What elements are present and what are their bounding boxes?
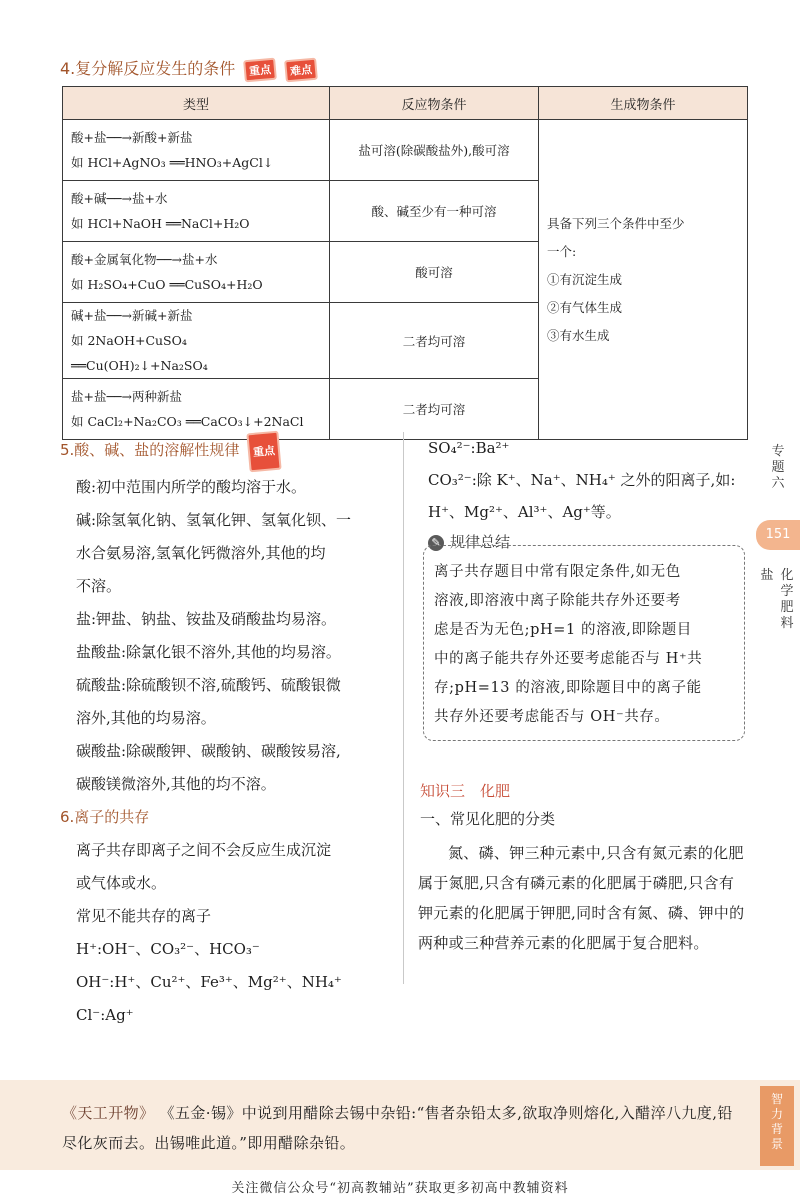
- reaction-example: 如 H₂SO₄+CuO ══CuSO₄+H₂O: [71, 277, 263, 292]
- header-product: 生成物条件: [539, 87, 748, 120]
- reaction-example: 如 CaCl₂+Na₂CO₃ ══CaCO₃↓+2NaCl: [71, 414, 304, 429]
- reaction-type: 酸+碱──→盐+水: [71, 191, 168, 206]
- product-line: 一个:: [547, 243, 577, 259]
- type-cell: [63, 242, 330, 303]
- header-type: 类型: [63, 87, 330, 120]
- page-number: 151: [756, 520, 800, 550]
- footer-note: 关注微信公众号“初高教辅站”获取更多初高中教辅资料: [231, 1181, 569, 1196]
- difficult-point-badge: 难点: [285, 58, 319, 83]
- product-line: ②有气体生成: [547, 299, 623, 315]
- table-header-row: [63, 87, 748, 120]
- ion-line: SO₄²⁻:Ba²⁺: [428, 439, 510, 457]
- rule-line: 中的离子能共存外还要考虑能否与 H⁺共: [434, 651, 703, 667]
- reactant-cell: 酸、碱至少有一种可溶: [330, 181, 539, 242]
- type-cell: [63, 120, 330, 181]
- fertilizer-paragraph: 氮、磷、钾三种元素中,只含有氮元素的化肥属于氮肥,只含有磷元素的化肥属于磷肥,只含有钾元素的化肥属于钾肥,同时含有氮、磷、钾中的两种或三种营养元素的化肥属于复合肥料。: [418, 844, 745, 952]
- coexist-line: H⁺:OH⁻、CO₃²⁻、HCO₃⁻: [76, 940, 260, 958]
- solubility-line: 水合氨易溶,氢氧化钙微溶外,其他的均: [76, 544, 326, 562]
- reaction-type: 酸+盐──→新酸+新盐: [71, 130, 193, 145]
- key-point-badge: 重点: [243, 58, 277, 83]
- rule-line: 共存外还要考虑能否与 OH⁻共存。: [434, 709, 670, 725]
- reactant-cell: 盐可溶(除碳酸盐外),酸可溶: [330, 120, 539, 181]
- knowledge3-subtitle: 一、常见化肥的分类: [420, 810, 556, 828]
- product-line: ③有水生成: [547, 327, 610, 343]
- rule-line: 溶液,即溶液中离子除能共存外还要考: [434, 593, 681, 609]
- knowledge3-title: 知识三 化肥: [420, 782, 511, 800]
- rule-line: 离子共存题目中常有限定条件,如无色: [434, 564, 681, 580]
- key-point-badge: 重点: [246, 431, 281, 473]
- rule-line: 虑是否为无色;pH=1 的溶液,即除题目: [434, 622, 692, 638]
- solubility-line: 碱:除氢氧化钠、氢氧化钾、氢氧化钡、一: [76, 511, 352, 529]
- pencil-icon: ✎: [428, 535, 444, 551]
- coexist-line: 或气体或水。: [76, 874, 167, 892]
- reactant-cell: 二者均可溶: [330, 379, 539, 440]
- rule-line: 存;pH=13 的溶液,即除题目中的离子能: [434, 680, 702, 696]
- intellect-background-tag: 智 力 背 景: [760, 1086, 794, 1166]
- background-note-text: 《五金·锡》中说到用醋除去锡中杂铅:“售者杂铅太多,欲取净则熔化,入醋淬八九度,铅尽化灰而去。出锡唯此道。”即用醋除杂铅。: [62, 1104, 733, 1152]
- section6-title: 6.离子的共存: [60, 808, 150, 826]
- side-tab: [756, 430, 800, 690]
- reaction-type: 盐+盐──→两种新盐: [71, 389, 182, 404]
- reaction-example: 如 HCl+NaOH ══NaCl+H₂O: [71, 216, 250, 231]
- coexist-line: Cl⁻:Ag⁺: [76, 1006, 134, 1024]
- type-cell: [63, 303, 330, 379]
- product-cell: [539, 120, 748, 440]
- header-reactant: 反应物条件: [330, 87, 539, 120]
- reaction-example: 如 2NaOH+CuSO₄ ══Cu(OH)₂↓+Na₂SO₄: [71, 333, 208, 373]
- coexist-line: OH⁻:H⁺、Cu²⁺、Fe³⁺、Mg²⁺、NH₄⁺: [76, 973, 342, 991]
- chapter-label-fertilizer: 化 学 肥 料: [780, 568, 794, 631]
- column-divider: [403, 432, 404, 984]
- solubility-line: 盐:钾盐、钠盐、铵盐及硝酸盐均易溶。: [76, 610, 337, 628]
- rule-summary-title: 规律总结: [450, 533, 511, 551]
- background-note: [62, 1098, 742, 1158]
- solubility-line: 硫酸盐:除硫酸钡不溶,硫酸钙、硫酸银微: [76, 676, 341, 694]
- topic-label: 专 题 六: [771, 444, 785, 491]
- book-title: 《天工开物》: [62, 1104, 155, 1122]
- chapter-label-salt: 盐: [760, 568, 774, 583]
- coexist-line: 离子共存即离子之间不会反应生成沉淀: [76, 841, 332, 859]
- product-line: 具备下列三个条件中至少: [547, 215, 685, 231]
- product-line: ①有沉淀生成: [547, 271, 623, 287]
- reaction-example: 如 HCl+AgNO₃ ══HNO₃+AgCl↓: [71, 155, 274, 170]
- solubility-line: 溶外,其他的均易溶。: [76, 709, 216, 727]
- solubility-line: 碳酸镁微溶外,其他的均不溶。: [76, 775, 276, 793]
- reaction-type: 酸+金属氧化物──→盐+水: [71, 252, 218, 267]
- solubility-line: 盐酸盐:除氯化银不溶外,其他的均易溶。: [76, 643, 341, 661]
- left-column: [60, 432, 398, 1032]
- coexist-line: 常见不能共存的离子: [76, 907, 212, 925]
- reaction-type: 碱+盐──→新碱+新盐: [71, 308, 193, 323]
- reactant-cell: 二者均可溶: [330, 303, 539, 379]
- rule-summary-box: [423, 545, 745, 741]
- table-row: [63, 120, 748, 181]
- section5-title: 5.酸、碱、盐的溶解性规律: [60, 441, 240, 459]
- type-cell: [63, 379, 330, 440]
- right-column: [428, 432, 748, 528]
- section4-heading: [60, 56, 317, 81]
- ion-line: CO₃²⁻:除 K⁺、Na⁺、NH₄⁺ 之外的阳离子,如:: [428, 471, 736, 489]
- reaction-conditions-table: [62, 86, 748, 440]
- type-cell: [63, 181, 330, 242]
- solubility-line: 碳酸盐:除碳酸钾、碳酸钠、碳酸铵易溶,: [76, 742, 341, 760]
- section4-title: 4.复分解反应发生的条件: [60, 59, 236, 78]
- solubility-line: 不溶。: [76, 577, 122, 595]
- section5-heading: [60, 432, 398, 471]
- solubility-line: 酸:初中范围内所学的酸均溶于水。: [76, 478, 307, 496]
- ion-line: H⁺、Mg²⁺、Al³⁺、Ag⁺等。: [428, 503, 621, 521]
- reactant-cell: 酸可溶: [330, 242, 539, 303]
